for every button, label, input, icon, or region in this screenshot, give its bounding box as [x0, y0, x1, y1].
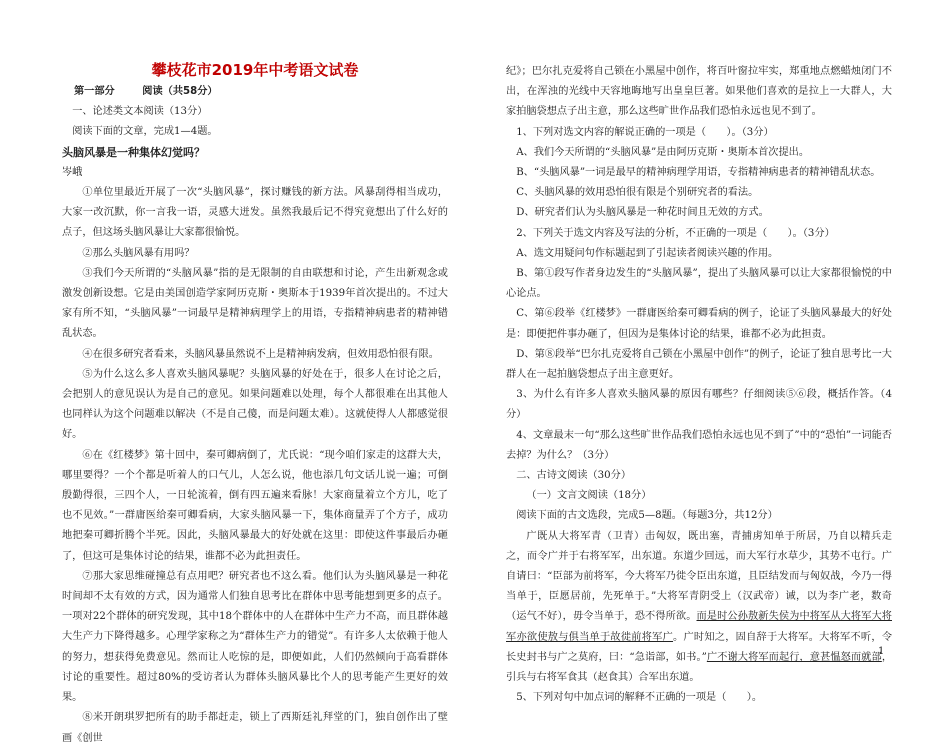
classical-text-part: 。广时知之，固自辞于大将军。大将军不听，令长史封书与广之莫府，曰：“急诣部，如书。” [506, 631, 893, 663]
question: 3、为什么有许多人喜欢头脑风暴的原因有哪些？仔细阅读⑤⑥段，概括作答。（4分） [506, 389, 892, 421]
right-column [506, 62, 892, 709]
option: B、第①段写作者身边发生的“头脑风暴”，提出了头脑风暴可以让大家都很愉悦的中心论点。 [506, 268, 892, 300]
option: C、第⑥段举《红楼梦》一群庸医给秦可卿看病的例子，论证了头脑风暴最大的好处是：即便把件事办砸了，但因为是集体讨论的结果，谁都不必为此担责。 [506, 308, 892, 340]
paragraph: ⑤为什么这么多人喜欢头脑风暴呢？头脑风暴的好处在于，很多人在讨论之后，会把别人的意见误认为是自己的意见。如果问题难以处理，每个人都很难在出其他人也同样认为这个问题难以解决（不是自己傻，而是问题太难）。这就使得人人都感觉很好。 [62, 368, 448, 441]
part-name: 阅读（共58分） [142, 86, 218, 97]
question: 2、下列关于选文内容及写法的分析，不正确的一项是（ ）。（3分） [516, 227, 835, 239]
underlined-sentence: 广不谢大将军而起行，意甚愠怒而就部 [706, 651, 882, 663]
paragraph: ④在很多研究者看来，头脑风暴虽然说不上是精神病发病，但效用恐怕很有限。 [82, 348, 439, 360]
paragraph: ③我们今天所谓的“头脑风暴”指的是无限制的自由联想和讨论，产生出新观念或激发创新设想。它是由美国创造学家阿历克斯・奥斯本于1939年首次提出的。不过大家有所不知，“头脑风暴”一词最早是精神病理学上的用语，专指精神病患者的精神错乱状态。 [62, 267, 448, 340]
paragraph-continued: 纪》；巴尔扎克爱将自己锁在小黑屋中创作，将百叶窗拉牢实，郑重地点燃蜡烛闭门不出，在浑浊的光线中天容地晦地写出皇皇巨著。如果他们喜欢的是拉上一大群人，大家拍脑袋想点子出主意，那么这些旷世作品我们恐怕永远也见不到了。 [506, 66, 892, 118]
option: A、我们今天所谓的“头脑风暴”是由阿历克斯・奥斯本首次提出。 [516, 146, 810, 158]
subsection-heading: （一）文言文阅读（18分） [526, 490, 652, 502]
option: B、“头脑风暴”一词是最早的精神病理学用语，专指精神病患者的精神错乱状态。 [516, 167, 881, 179]
question: 1、下列对选文内容的解说正确的一项是（ ）。（3分） [516, 126, 774, 138]
left-column [62, 82, 448, 749]
classical-text [506, 527, 892, 689]
paragraph: ②那么头脑风暴有用吗？ [82, 247, 195, 259]
part-heading [62, 82, 448, 102]
article-author: 岑峨 [62, 166, 83, 178]
paragraph: ⑥在《红楼梦》第十回中，秦可卿病倒了，尤氏说：“现今咱们家走的这群大夫，哪里要得？一个个都是听着人的口气儿，人怎么说，他也添几句文话儿说一遍；可倒殷勤得很，三四个人，一日轮流着，倒有四五遍来看脉！大家商量着立个方儿，吃了也不见效。”一群庸医给秦可卿看病，大家头脑风暴一下，集体商量弄了个方子，成功地把秦可卿折腾个半死。因此，头脑风暴最大的好处就在这里：即使这件事最后办砸了，但这可是集体讨论的结果，谁都不必为此担责任。 [62, 449, 448, 562]
question: 5、下列对句中加点词的解释不正确的一项是（ ）。 [516, 692, 763, 704]
paragraph: ⑧米开朗琪罗把所有的助手都赶走，锁上了西斯廷礼拜堂的门，独自创作出了壁画《创世 [62, 712, 448, 744]
section-heading: 二、古诗文阅读（30分） [516, 470, 632, 482]
classical-text-part: ，引兵与右将军食其（赵食其）合军出东道。 [506, 651, 892, 684]
paragraph: ⑦那大家思维碰撞总有点用吧？研究者也不这么看。他们认为头脑风暴是一种花时间却不太有效的方式，因为通常人们独自思考比在群体中思考能想到更多的点子。一项对22个群体的研究发现，其中18个群体中的人在群体中生产力不高，而且群体越大生产力下降得越多。心理学家称之为“群体生产力的错觉”。有许多人太依赖于他人的努力，想获得免费意见。然而让人吃惊的是，即便如此，人们仍然倾向于高看群体讨论的重要性。超过80%的受访者认为群体头脑风暴比个人的思考能产生更好的效果。 [62, 570, 448, 704]
classical-text-part: 广既从大将军青（卫青）击匈奴，既出塞，青捕虏知单于所居，乃自以精兵走之，而令广并于右将军军，出东道。东道少回远，而大军行水草少，其势不屯行。广自请曰：“臣部为前将军，今大将军乃徙令臣出东道，且臣结发而与匈奴战，今乃一得当单于，臣愿居前，先死单于。”大将军青阴受上（汉武帝）诫，以为李广老，数奇（运气不好），毋令当单于，恐不得所欲。 [506, 530, 892, 623]
exam-title: 攀枝花市2019年中考语文试卷 [151, 61, 359, 79]
paragraph: ①单位里最近开展了一次“头脑风暴”，探讨赚钱的新方法。风暴刮得相当成功，大家一改沉默，你一言我一语，灵感大迸发。虽然我最后记不得究竟想出了什么好的点子，但这场头脑风暴让大家都很愉悦。 [62, 187, 448, 239]
instruction: 阅读下面的文章，完成1—4题。 [72, 126, 218, 138]
option: D、研究者们认为头脑风暴是一种花时间且无效的方式。 [516, 207, 769, 219]
article-title: 头脑风暴是一种集体幻觉吗？ [62, 145, 205, 159]
underlined-sentence: 而是时公孙敖新失侯为中将军从大将军大将军亦欲使敖与俱当单于故徙前将军广 [506, 611, 892, 643]
option: C、头脑风暴的效用恐怕很有限是个别研究者的看法。 [516, 187, 759, 199]
section-heading: 一、论述类文本阅读（13分） [72, 106, 208, 118]
option: D、第⑧段举“巴尔扎克爱将自己锁在小黑屋中创作”的例子，论证了独自思考比一大群人在一起拍脑袋想点子出主意更好。 [506, 348, 892, 381]
option: A、选文用疑问句作标题起到了引起读者阅读兴趣的作用。 [516, 247, 779, 259]
instruction: 阅读下面的古文选段，完成5—8题。（每题3分，共12分） [516, 510, 778, 522]
page-number: 1 [878, 646, 885, 657]
part-label: 第一部分 [74, 86, 115, 97]
question: 4、文章最末一句“那么这些旷世作品我们恐怕永远也见不到了”中的“恐怕”一词能否去掉？为什么？（3分） [506, 429, 892, 461]
